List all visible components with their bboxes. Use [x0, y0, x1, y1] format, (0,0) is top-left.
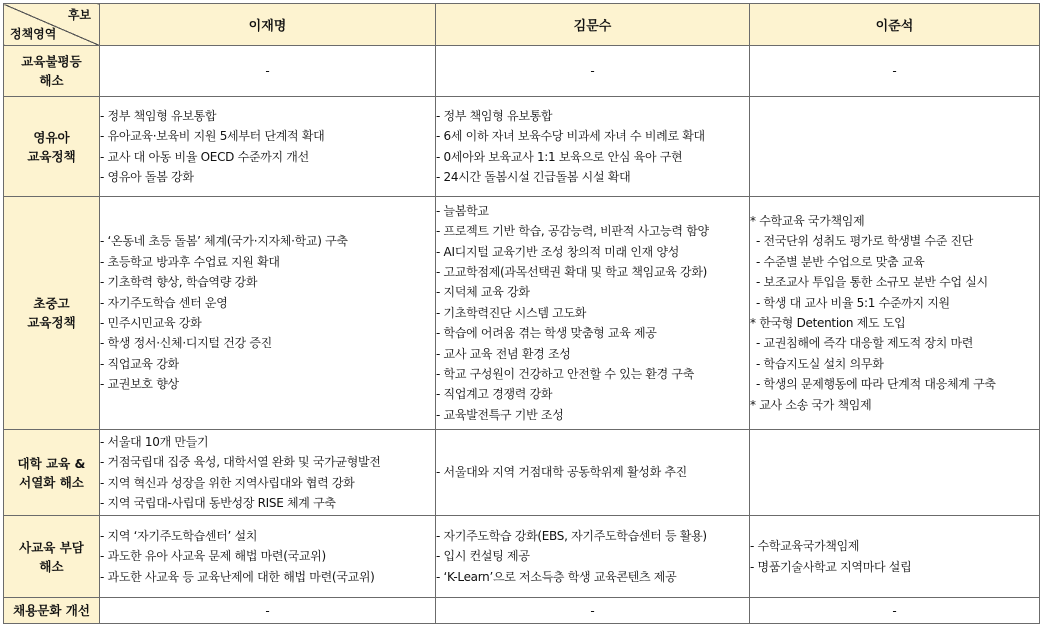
- policy-item-list: [100, 106, 435, 188]
- policy-cell: [100, 516, 436, 598]
- policy-row: [4, 197, 1040, 430]
- policy-cell: [436, 516, 750, 598]
- policy-area-text: 해소: [39, 73, 64, 88]
- policy-item: - 학생 대 교사 비율 5:1 수준까지 지원: [756, 295, 950, 310]
- policy-item: - ‘K-Learn’으로 저소득층 학생 교육콘텐츠 제공: [436, 569, 677, 584]
- policy-area-label: [4, 516, 100, 598]
- policy-item: - 기초학력진단 시스템 고도화: [436, 305, 587, 320]
- policy-row: [4, 46, 1040, 97]
- policy-item: - 학교 구성원이 건강하고 안전할 수 있는 환경 구축: [436, 367, 694, 382]
- policy-item: - 교사 교육 전념 환경 조성: [436, 346, 571, 361]
- policy-item: - 지역 국립대-사립대 동반성장 RISE 체계 구축: [100, 495, 336, 510]
- policy-cell-empty: -: [100, 598, 436, 624]
- policy-cell-empty: -: [436, 46, 750, 97]
- policy-area-text: 초중고: [33, 296, 70, 311]
- policy-cell: [436, 197, 750, 430]
- policy-item: - 자기주도학습 강화(EBS, 자기주도학습센터 등 활용): [436, 528, 707, 543]
- policy-item-list: [100, 526, 435, 587]
- policy-item-list: [750, 536, 1039, 577]
- policy-item: - 입시 컨설팅 제공: [436, 549, 530, 564]
- policy-cell: [436, 430, 750, 516]
- policy-item: - 기초학력 향상, 학습역량 강화: [100, 275, 258, 290]
- policy-area-label: [4, 430, 100, 516]
- policy-item: - 정부 책임형 유보통합: [436, 108, 553, 123]
- policy-cell-empty: -: [100, 46, 436, 97]
- candidate-header: 이준석: [750, 4, 1040, 46]
- policy-item: - 정부 책임형 유보통합: [100, 108, 217, 123]
- policy-item: - 학습에 어려움 겪는 학생 맞춤형 교육 제공: [436, 326, 657, 341]
- corner-label-policy-area: 정책영역: [10, 27, 57, 41]
- policy-item: - 24시간 돌봄시설 긴급돌봄 시설 확대: [436, 169, 631, 184]
- policy-cell: [750, 516, 1040, 598]
- policy-item: - 6세 이하 자녀 보육수당 비과세 자녀 수 비례로 확대: [436, 129, 705, 144]
- policy-item: - 과도한 유아 사교육 문제 해법 마련(국교위): [100, 549, 326, 564]
- policy-item: - 서울대 10개 만들기: [100, 434, 209, 449]
- policy-item: - AI디지털 교육기반 조성 창의적 미래 인재 양성: [436, 244, 680, 259]
- policy-item-list: [750, 211, 1039, 415]
- policy-item: - 자기주도학습 센터 운영: [100, 295, 228, 310]
- policy-item: - 과도한 사교육 등 교육난제에 대한 해법 마련(국교위): [100, 569, 375, 584]
- policy-item: * 수학교육 국가책임제: [750, 213, 865, 228]
- policy-cell: [100, 197, 436, 430]
- policy-item: - ‘온동네 초등 돌봄’ 체계(국가·지자체·학교) 구축: [100, 234, 348, 249]
- policy-item-list: [436, 462, 749, 482]
- policy-area-text: 교육정책: [27, 148, 76, 164]
- policy-item-list: [436, 526, 749, 587]
- policy-item: - 지덕체 교육 강화: [436, 285, 530, 300]
- policy-cell: [750, 197, 1040, 430]
- policy-item: - 명품기술사학교 지역마다 설립: [750, 559, 912, 574]
- policy-cell-empty: -: [436, 598, 750, 624]
- policy-item: - 영유아 돌봄 강화: [100, 169, 194, 184]
- policy-cell-empty: -: [750, 46, 1040, 97]
- policy-item: - 수준별 분반 수업으로 맞춤 교육: [756, 254, 925, 269]
- policy-item: - 초등학교 방과후 수업료 지원 확대: [100, 254, 280, 269]
- policy-item: - 민주시민교육 강화: [100, 316, 202, 330]
- policy-item: - 학생 정서·신체·디지털 건강 증진: [100, 336, 272, 351]
- policy-row: [4, 516, 1040, 598]
- policy-area-text: 사교육 부담: [19, 539, 84, 555]
- policy-item: - 거점국립대 집중 육성, 대학서열 완화 및 국가균형발전: [100, 455, 381, 470]
- policy-area-text: 해소: [39, 558, 64, 574]
- policy-item: - 지역 ‘자기주도학습센터’ 설치: [100, 528, 258, 543]
- policy-comparison-table: [3, 3, 1040, 624]
- policy-item: - 교권침해에 즉각 대응할 제도적 장치 마련: [756, 336, 974, 351]
- policy-area-label: [4, 598, 100, 624]
- policy-item: - 0세아와 보육교사 1:1 보육으로 안심 육아 구현: [436, 149, 683, 164]
- policy-cell: [100, 430, 436, 516]
- policy-row: [4, 97, 1040, 197]
- policy-item-list: [100, 231, 435, 394]
- policy-area-label: [4, 46, 100, 97]
- policy-cell: [750, 97, 1040, 197]
- policy-item: - 교육발전특구 기반 조성: [436, 407, 564, 422]
- policy-area-text: 교육정책: [27, 315, 76, 330]
- policy-item: - 학습지도실 설치 의무화: [756, 356, 884, 371]
- policy-item-list: [100, 432, 435, 514]
- policy-item: * 교사 소송 국가 책임제: [750, 397, 872, 412]
- policy-item: - 프로젝트 기반 학습, 공감능력, 비판적 사고능력 함양: [436, 224, 709, 239]
- policy-item: - 교권보호 향상: [100, 377, 179, 392]
- corner-header: [4, 4, 100, 46]
- policy-area-text: 교육불평등: [21, 54, 82, 69]
- policy-item: - 직업계고 경쟁력 강화: [436, 387, 553, 402]
- policy-area-text: 서열화 해소: [19, 474, 84, 490]
- policy-row: [4, 430, 1040, 516]
- policy-item: - 교사 대 아동 비율 OECD 수준까지 개선: [100, 149, 309, 164]
- policy-item: - 전국단위 성취도 평가로 학생별 수준 진단: [756, 234, 974, 249]
- policy-item: - 보조교사 투입을 통한 소규모 분반 수업 실시: [756, 275, 988, 290]
- policy-cell: [436, 97, 750, 197]
- candidate-header: 김문수: [436, 4, 750, 46]
- policy-item: - 유아교육·보육비 지원 5세부터 단계적 확대: [100, 129, 325, 144]
- policy-item: - 수학교육국가책임제: [750, 539, 860, 554]
- policy-area-text: 채용문화 개선: [13, 603, 90, 618]
- policy-item-list: [436, 106, 749, 188]
- policy-item: * 한국형 Detention 제도 도입: [750, 316, 906, 330]
- policy-area-label: [4, 97, 100, 197]
- policy-item: - 늘봄학교: [436, 203, 489, 218]
- candidate-header: 이재명: [100, 4, 436, 46]
- policy-cell-empty: -: [750, 598, 1040, 624]
- corner-label-candidate: 후보: [67, 8, 91, 22]
- policy-item: - 지역 혁신과 성장을 위한 지역사립대와 협력 강화: [100, 475, 355, 490]
- policy-area-text: 대학 교육 &: [17, 455, 86, 471]
- policy-item: - 직업교육 강화: [100, 356, 179, 371]
- policy-item-list: [436, 201, 749, 425]
- policy-cell: [750, 430, 1040, 516]
- policy-row: [4, 598, 1040, 624]
- policy-area-label: [4, 197, 100, 430]
- policy-cell: [100, 97, 436, 197]
- policy-item: - 서울대와 지역 거점대학 공동학위제 활성화 추진: [436, 465, 687, 480]
- header-row: [4, 4, 1040, 46]
- policy-area-text: 영유아: [33, 129, 70, 145]
- policy-item: - 고교학점제(과목선택권 확대 및 학교 책임교육 강화): [436, 264, 708, 279]
- policy-item: - 학생의 문제행동에 따라 단계적 대응체계 구축: [756, 377, 996, 392]
